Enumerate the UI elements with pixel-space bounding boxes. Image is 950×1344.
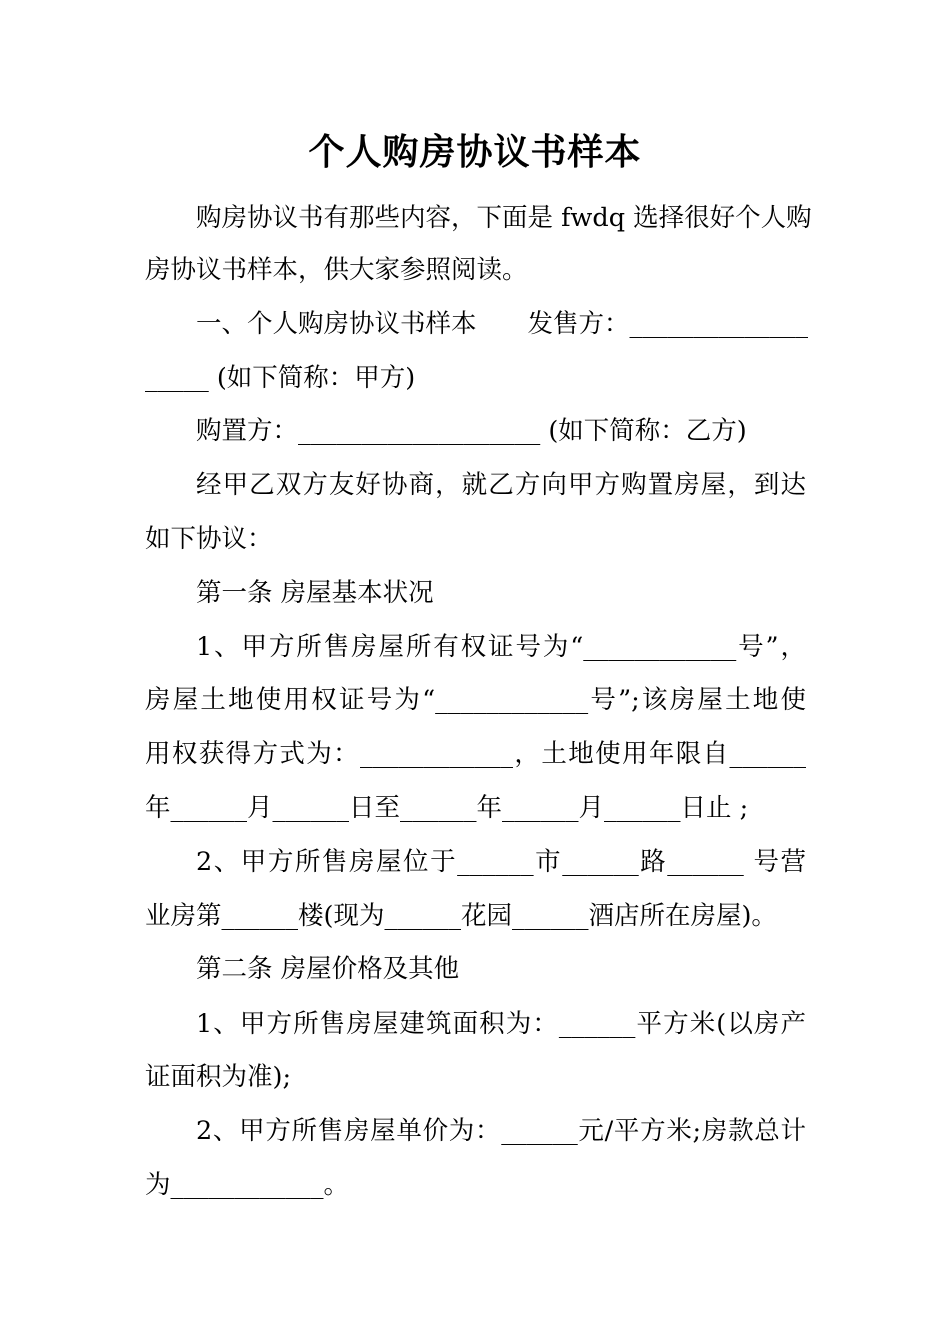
article-2-heading: 第二条 房屋价格及其他 xyxy=(196,954,460,984)
article-2-item-2-line-2: 为____________。 xyxy=(145,1170,350,1200)
paragraph-intro-line-1: 购房协议书有那些内容，下面是 fwdq 选择很好个人购 xyxy=(196,203,812,233)
article-1-heading: 第一条 房屋基本状况 xyxy=(196,578,434,608)
paragraph-seller-line-1: 一、个人购房协议书样本 发售方：______________ xyxy=(196,309,809,339)
document-title: 个人购房协议书样本 xyxy=(308,131,642,173)
article-2-item-1-line-1: 1、甲方所售房屋建筑面积为：______平方米(以房产 xyxy=(196,1009,806,1039)
paragraph-buyer: 购置方：___________________ (如下简称：乙方) xyxy=(196,416,747,446)
article-1-item-1-line-2: 房屋土地使用权证号为“____________号”;该房屋土地使 xyxy=(145,685,806,715)
article-1-item-2-line-2: 业房第______楼(现为______花园______酒店所在房屋)。 xyxy=(145,901,777,931)
paragraph-agreement-line-1: 经甲乙双方友好协商，就乙方向甲方购置房屋，到达 xyxy=(196,470,806,500)
article-1-item-2-line-1: 2、甲方所售房屋位于______市______路______ 号营 xyxy=(196,847,806,877)
article-1-item-1-line-1: 1、甲方所售房屋所有权证号为“____________号”， xyxy=(196,632,806,662)
article-1-item-1-line-3: 用权获得方式为：____________，土地使用年限自______ xyxy=(145,739,806,769)
paragraph-agreement-line-2: 如下协议： xyxy=(145,524,273,554)
article-2-item-1-line-2: 证面积为准); xyxy=(145,1062,292,1092)
paragraph-seller-line-2: _____ (如下简称：甲方) xyxy=(145,363,416,393)
article-2-item-2-line-1: 2、甲方所售房屋单价为：______元/平方米;房款总计 xyxy=(196,1116,806,1146)
paragraph-intro-line-2: 房协议书样本，供大家参照阅读。 xyxy=(145,255,528,285)
article-1-item-1-line-4: 年______月______日至______年______月______日止 ; xyxy=(145,793,749,823)
